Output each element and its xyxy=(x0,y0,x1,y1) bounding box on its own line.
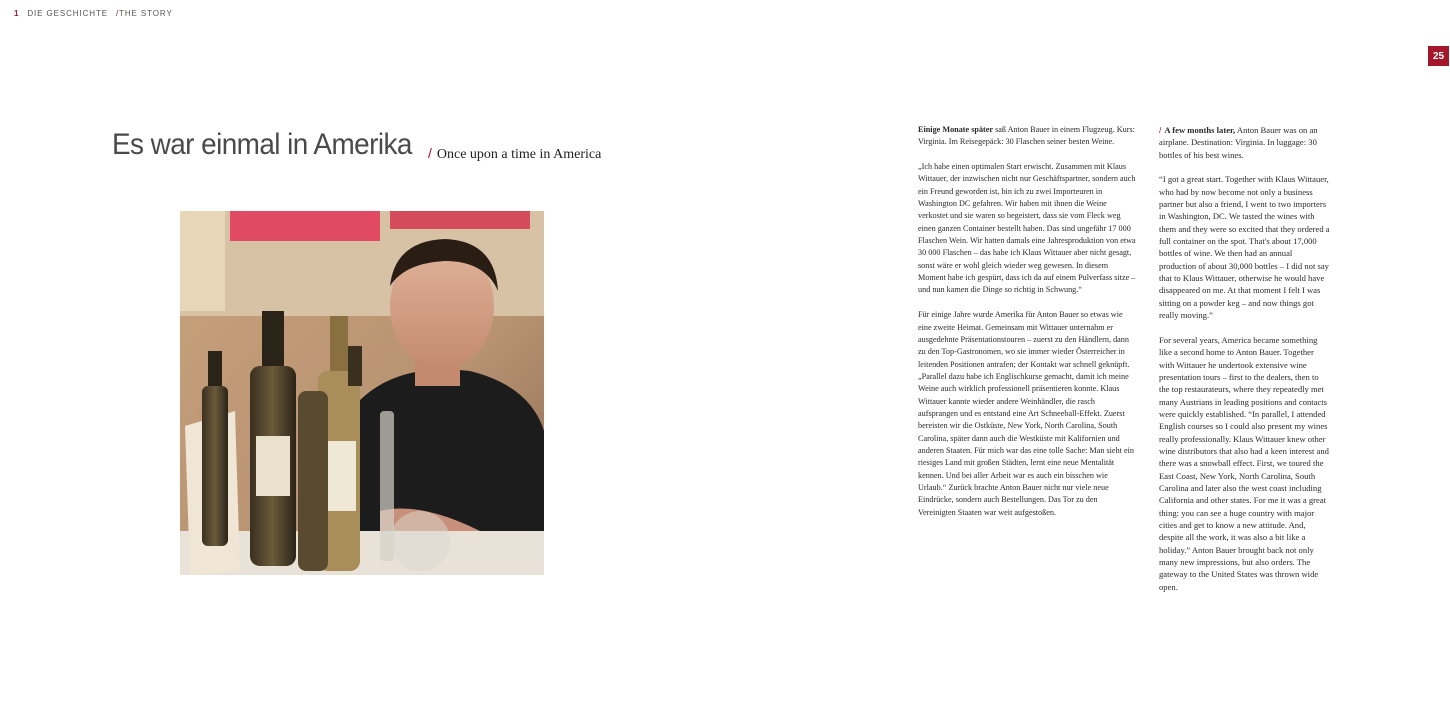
english-text-column xyxy=(1159,124,1331,605)
english-paragraph-3: For several years, America became something like a second home to Anton Bauer. Together with Wittauer he undertook extensive wine presentation tours – first to the dealers, then to the top restaurateurs, where they repeatedly met many Austrians in leading positions and contacts were quickly established. “In parallel, I attended English courses so I could also present my wines really professionally. Klaus Wittauer knew other wine distributors that also had a keen interest and there was a snowball effect. First, we toured the East Coast, New York, North Carolina, South Carolina and later also the west coast including California and other states. For me it was a great thing: you can see a huge country with major cities and get to know a new attitude. And, despite all the work, it was also a bit like a holiday.” Anton Bauer brought back not only many new impressions, but also orders. The gateway to the United States was thrown wide open. xyxy=(1159,334,1329,592)
english-separator: / xyxy=(1159,125,1162,135)
chapter-title-german: DIE GESCHICHTE xyxy=(27,9,108,18)
english-lead-bold: A few months later, xyxy=(1164,125,1236,135)
english-lead-text: Anton Bauer was on an airplane. Destination: Virginia. In luggage: 30 bottles of his best wines. xyxy=(1159,125,1318,160)
running-head xyxy=(14,9,173,18)
german-paragraph-1 xyxy=(918,124,1136,149)
german-lead-bold: Einige Monate später xyxy=(918,125,994,134)
german-paragraph-2: „Ich habe einen optimalen Start erwischt. Zusammen mit Klaus Wittauer, der inzwischen nicht nur Geschäftspartner, sondern auch ein Freund geworden ist, bin ich zu zwei Importeuren in Washington DC gefahren. Wir haben mit ihnen die Weine verkostet und sie waren so begeistert, dass sie vom Fleck weg einen ganzen Container bestellt haben. Das sind ungefähr 17 000 Flaschen Wein. Wir hatten damals eine Jahresproduktion von etwa 30 000 Flaschen – das habe ich Klaus Wittauer aber nicht gesagt, sonst wäre er wohl gleich wieder weg gewesen. In diesem Moment habe ich gespürt, dass ich da auf einem Pulverfass sitze – und nun kamen die Dinge so richtig in Schwung.“ xyxy=(918,162,1136,295)
headline-german: Es war einmal in Amerika xyxy=(112,128,412,161)
german-lead-text: saß Anton Bauer in einem Flugzeug. Kurs: Virginia. Im Reisegepäck: 30 Flaschen seiner besten Weine. xyxy=(918,125,1135,147)
headline-english-wrap xyxy=(428,145,601,163)
headline-separator: / xyxy=(428,145,432,161)
chapter-separator: / xyxy=(115,9,120,18)
chapter-title-english: THE STORY xyxy=(119,9,173,18)
german-paragraph-3: Für einige Jahre wurde Amerika für Anton Bauer so etwas wie eine zweite Heimat. Gemeinsam mit Wittauer unternahm er ausgedehnte Präsentationstouren – zuerst zu den Händlern, dann zu den Top-Gastronomen, wo sie immer wieder Österreicher in leitenden Positionen antrafen; der Kontakt war schnell geknüpft. „Parallel dazu habe ich Englischkurse gemacht, damit ich meine Weine auch wirklich professionell präsentieren konnte. Klaus Wittauer kannte wieder andere Weinhändler, die rasch aufsprangen und es entstand eine Art Schneeball-Effekt. Zuerst bereisten wir die Ostküste, New York, North Carolina, South Carolina, später dann auch die Westküste mit Kalifornien und anderen Staaten. Für mich war das eine tolle Sache: Man sieht ein riesiges Land mit großen Städten, lernt eine neue Mentalität kennen. Und bei aller Arbeit war es auch ein bisschen wie Urlaub.“ Zurück brachte Anton Bauer nicht nur viele neue Eindrücke, sondern auch Bestellungen. Das Tor zu den Vereinigten Staaten war weit aufgestoßen. xyxy=(918,310,1134,517)
chapter-number: 1 xyxy=(14,9,20,18)
page-number-badge: 25 xyxy=(1428,46,1449,66)
english-paragraph-2: “I got a great start. Together with Klaus Wittauer, who had by now become not only a business partner but also a friend, I went to two importers in Washington, DC. We tasted the wines with them and they were so excited that they ordered a full container on the spot. That's about 17,000 bottles of wine. We then had an annual production of about 30,000 bottles – I did not say that to Klaus Wittauer, otherwise he would have disappeared on me. At that moment I felt I was sitting on a powder keg – and now things got really moving.” xyxy=(1159,174,1330,321)
headline-english: Once upon a time in America xyxy=(436,147,602,162)
english-paragraph-1 xyxy=(1159,124,1331,161)
man-with-wine-bottles-photo xyxy=(180,211,544,575)
headline xyxy=(112,128,602,162)
german-text-column xyxy=(918,124,1136,531)
